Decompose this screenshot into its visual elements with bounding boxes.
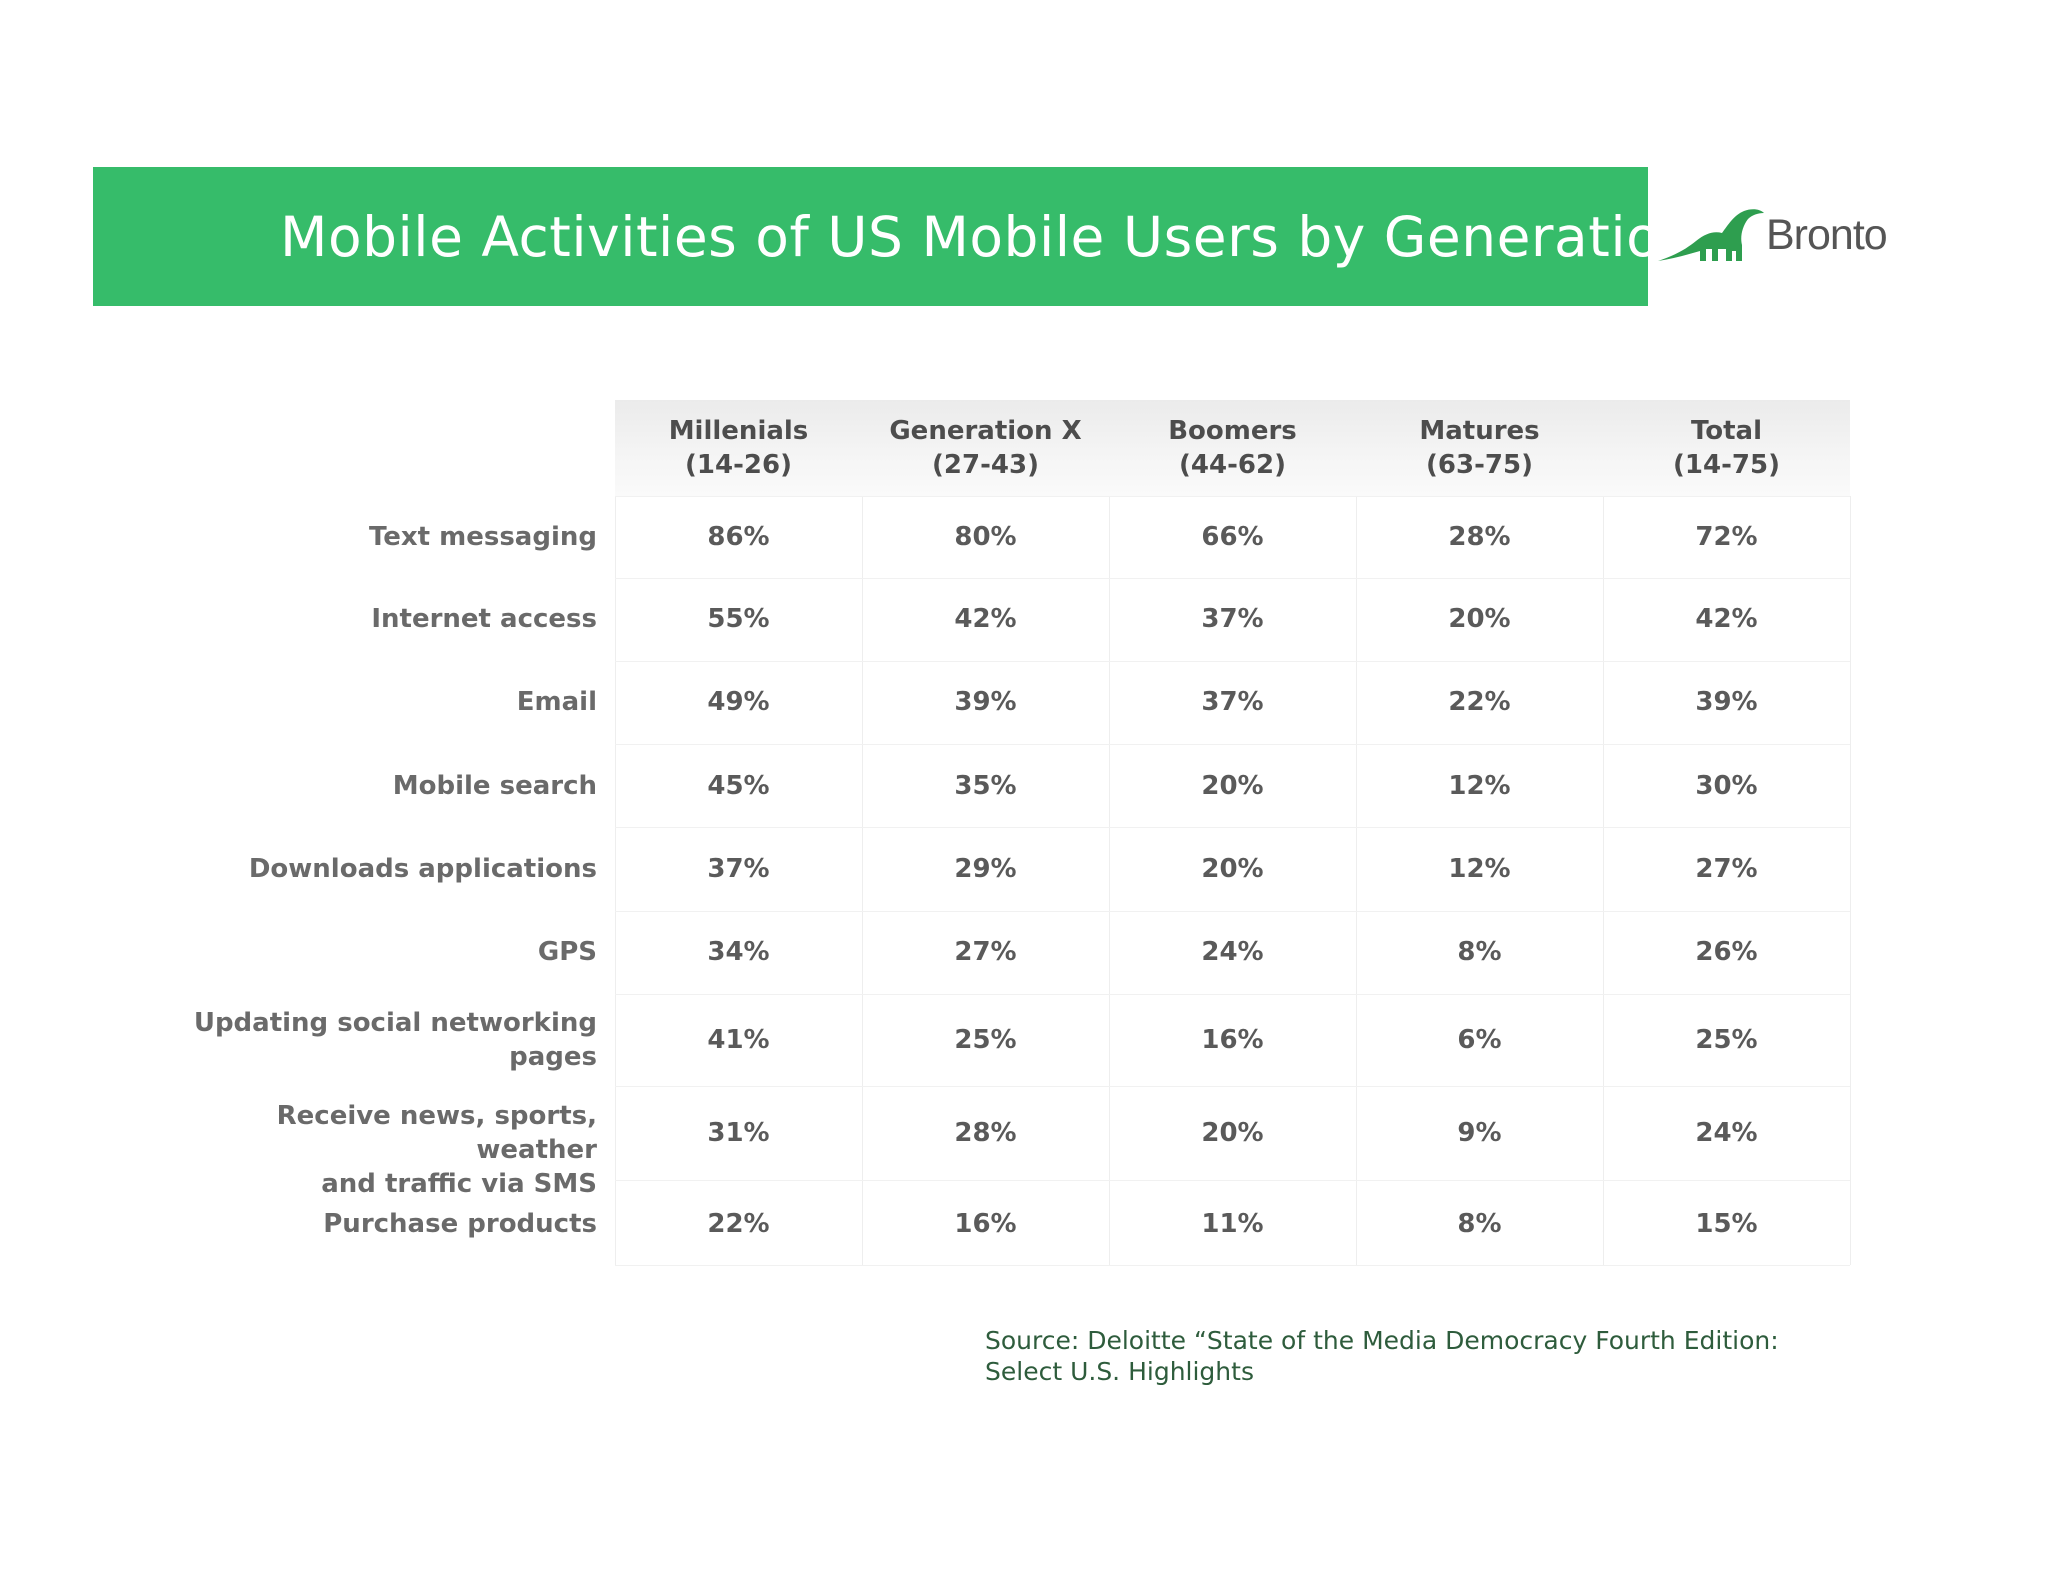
table-cell-value: 20% xyxy=(1201,771,1264,801)
page-title: Mobile Activities of US Mobile Users by Generation xyxy=(280,204,1696,269)
table-cell-value: 25% xyxy=(1695,1025,1758,1055)
table-row-divider xyxy=(615,994,1850,995)
column-header xyxy=(1109,414,1356,482)
table-cell-value: 42% xyxy=(1695,604,1758,634)
row-label-line: pages xyxy=(509,1042,597,1072)
table-cell-value: 20% xyxy=(1201,1118,1264,1148)
table-cell-value: 80% xyxy=(954,522,1017,552)
table-cell-value: 49% xyxy=(707,687,770,717)
table-cell-value: 45% xyxy=(707,771,770,801)
row-label-line: and traffic via SMS xyxy=(321,1169,597,1199)
table-row-divider xyxy=(615,1180,1850,1181)
table-cell-value: 22% xyxy=(707,1209,770,1239)
table-cell-value: 24% xyxy=(1201,937,1264,967)
table-cell-value: 12% xyxy=(1448,771,1511,801)
column-header-name: Total xyxy=(1690,416,1763,446)
table-cell-value: 34% xyxy=(707,937,770,967)
table-cell-value: 9% xyxy=(1457,1118,1502,1148)
table-cell-value: 72% xyxy=(1695,522,1758,552)
column-header-name: Matures xyxy=(1419,416,1540,446)
table-row-divider xyxy=(615,911,1850,912)
logo-text: Bronto xyxy=(1766,211,1887,259)
table-cell-value: 55% xyxy=(707,604,770,634)
activities-table xyxy=(150,400,1850,1265)
table-cell-value: 24% xyxy=(1695,1118,1758,1148)
brontosaurus-icon xyxy=(1656,205,1766,269)
table-cell-value: 30% xyxy=(1695,771,1758,801)
row-label xyxy=(177,852,597,886)
table-cell-value: 27% xyxy=(1695,854,1758,884)
column-header-name: Boomers xyxy=(1168,416,1297,446)
source-line-2: Select U.S. Highlights xyxy=(985,1357,1254,1386)
row-label-line: Internet access xyxy=(371,604,597,634)
table-cell-value: 37% xyxy=(1201,604,1264,634)
column-header-age-range: (14-26) xyxy=(685,450,792,480)
row-label xyxy=(177,1099,597,1201)
row-label xyxy=(177,1207,597,1241)
table-cell-value: 86% xyxy=(707,522,770,552)
row-label xyxy=(177,685,597,719)
table-cell-value: 8% xyxy=(1457,937,1502,967)
table-cell-value: 25% xyxy=(954,1025,1017,1055)
row-label-line: Text messaging xyxy=(368,522,597,552)
row-label-line: Receive news, sports, weather xyxy=(276,1101,597,1165)
column-header-age-range: (27-43) xyxy=(932,450,1039,480)
table-cell-value: 16% xyxy=(954,1209,1017,1239)
table-cell-value: 39% xyxy=(1695,687,1758,717)
table-row-divider xyxy=(615,496,1850,497)
table-cell-value: 22% xyxy=(1448,687,1511,717)
table-cell-value: 15% xyxy=(1695,1209,1758,1239)
table-cell-value: 28% xyxy=(1448,522,1511,552)
table-cell-value: 28% xyxy=(954,1118,1017,1148)
table-cell-value: 6% xyxy=(1457,1025,1502,1055)
column-header-age-range: (44-62) xyxy=(1179,450,1286,480)
table-cell-value: 41% xyxy=(707,1025,770,1055)
row-label xyxy=(177,769,597,803)
column-header-name: Millenials xyxy=(668,416,809,446)
table-cell-value: 16% xyxy=(1201,1025,1264,1055)
column-header-age-range: (14-75) xyxy=(1673,450,1780,480)
table-cell-value: 27% xyxy=(954,937,1017,967)
row-label-line: Mobile search xyxy=(392,771,597,801)
row-label-line: Downloads applications xyxy=(248,854,597,884)
table-column-divider xyxy=(1850,496,1851,1265)
row-label-line: Email xyxy=(516,687,597,717)
source-citation xyxy=(985,1325,1885,1387)
column-header-name: Generation X xyxy=(889,416,1082,446)
table-cell-value: 35% xyxy=(954,771,1017,801)
column-header xyxy=(862,414,1109,482)
row-label xyxy=(177,1006,597,1074)
table-cell-value: 12% xyxy=(1448,854,1511,884)
row-label-line: Purchase products xyxy=(323,1209,597,1239)
table-cell-value: 29% xyxy=(954,854,1017,884)
table-row-divider xyxy=(615,578,1850,579)
table-cell-value: 11% xyxy=(1201,1209,1264,1239)
row-label-line: GPS xyxy=(537,937,597,967)
table-cell-value: 37% xyxy=(707,854,770,884)
table-cell-value: 66% xyxy=(1201,522,1264,552)
table-cell-value: 39% xyxy=(954,687,1017,717)
table-row-divider xyxy=(615,744,1850,745)
bronto-logo xyxy=(1656,205,1896,269)
table-cell-value: 8% xyxy=(1457,1209,1502,1239)
table-row-divider xyxy=(615,827,1850,828)
column-header-age-range: (63-75) xyxy=(1426,450,1533,480)
source-line-1: Source: Deloitte “State of the Media Democracy Fourth Edition: xyxy=(985,1326,1779,1355)
table-cell-value: 37% xyxy=(1201,687,1264,717)
table-cell-value: 20% xyxy=(1201,854,1264,884)
table-cell-value: 26% xyxy=(1695,937,1758,967)
table-cell-value: 42% xyxy=(954,604,1017,634)
table-row-divider xyxy=(615,1086,1850,1087)
table-cell-value: 20% xyxy=(1448,604,1511,634)
row-label xyxy=(177,935,597,969)
column-header xyxy=(1356,414,1603,482)
row-label xyxy=(177,602,597,636)
column-header xyxy=(615,414,862,482)
table-row-divider xyxy=(615,661,1850,662)
table-row-divider xyxy=(615,1265,1850,1266)
title-bar xyxy=(93,167,1696,306)
row-label-line: Updating social networking xyxy=(193,1008,597,1038)
row-label xyxy=(177,520,597,554)
table-cell-value: 31% xyxy=(707,1118,770,1148)
column-header xyxy=(1603,414,1850,482)
